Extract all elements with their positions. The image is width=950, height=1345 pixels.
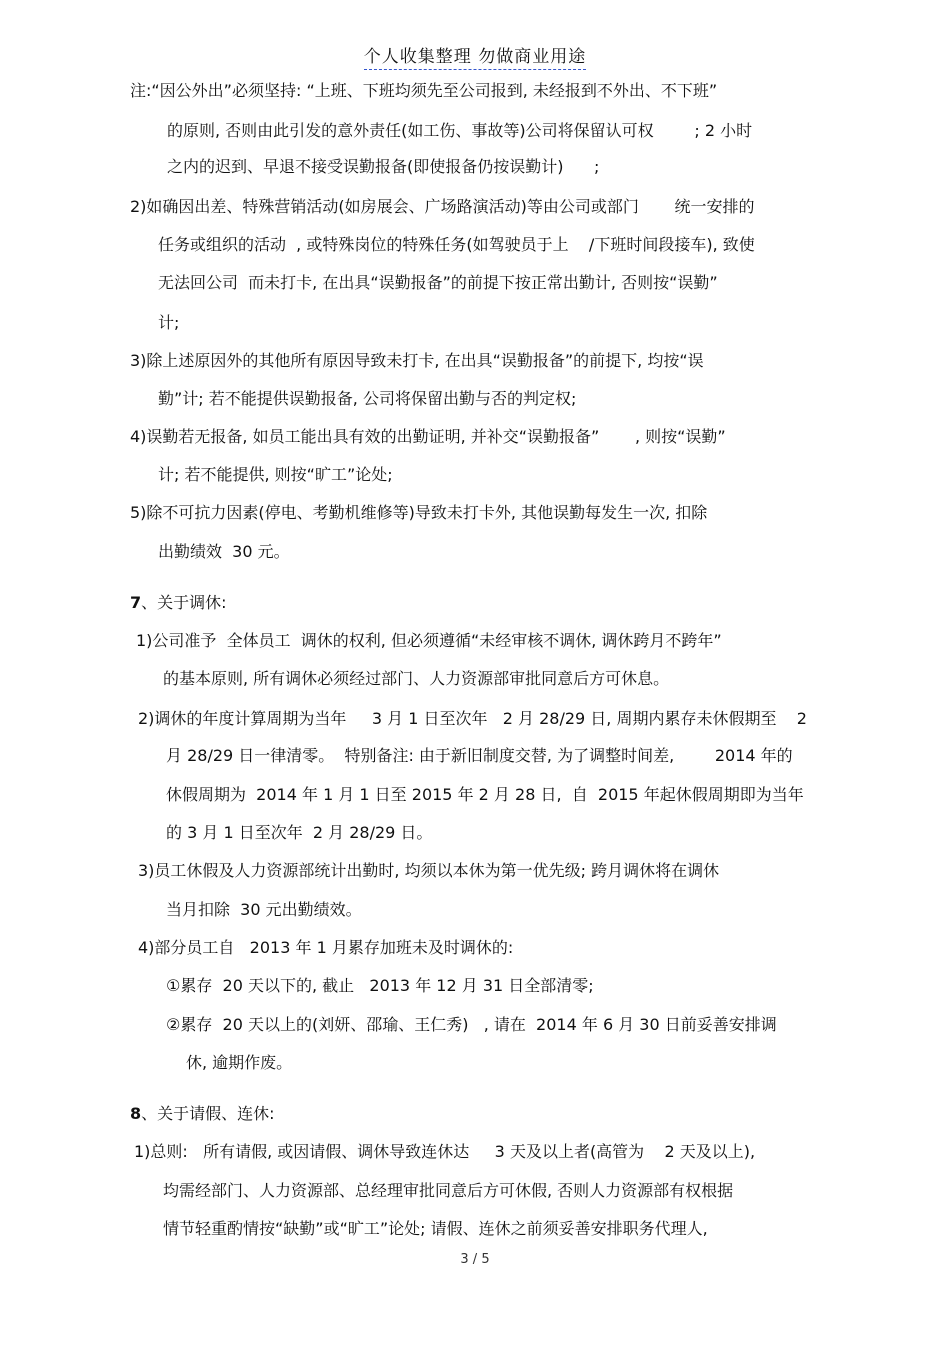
item-2-line-1: 2)如确因出差、特殊营销活动(如房展会、广场路演活动)等由公司或部门 统一安排的 [130, 197, 755, 216]
header-title: 个人收集整理 勿做商业用途 [364, 47, 586, 70]
note-line-3: 之内的迟到、早退不接受误勤报备(即使报备仍按误勤计) ; [167, 157, 600, 176]
item-5-line-1: 5)除不可抗力因素(停电、考勤机维修等)导致未打卡外, 其他误勤每发生一次, 扣除 [130, 503, 708, 522]
s7-item-2-line-4: 的 3 月 1 日至次年 2 月 28/29 日。 [166, 823, 433, 842]
section-8-title [130, 1103, 275, 1125]
s8-item-1-line-1: 1)总则: 所有请假, 或因请假、调休导致连休达 3 天及以上者(高管为 2 天及以上), [134, 1142, 756, 1161]
item-2-line-3: 无法回公司 而未打卡, 在出具“误勤报备”的前提下按正常出勤计, 否则按“误勤” [158, 273, 718, 292]
section-8-number: 8 [130, 1104, 142, 1123]
item-4-line-1: 4)误勤若无报备, 如员工能出具有效的出勤证明, 并补交“误勤报备” , 则按“误勤” [130, 427, 726, 446]
item-2-line-4: 计; [158, 313, 180, 332]
note-line-2: 的原则, 否则由此引发的意外责任(如工伤、事故等)公司将保留认可权 ; 2 小时 [167, 121, 753, 140]
s7-item-4-sub-b-line-2: 休, 逾期作废。 [186, 1053, 293, 1072]
item-3-line-1: 3)除上述原因外的其他所有原因导致未打卡, 在出具“误勤报备”的前提下, 均按“误 [130, 351, 704, 370]
s8-item-1-line-2: 均需经部门、人力资源部、总经理审批同意后方可休假, 否则人力资源部有权根据 [163, 1181, 734, 1200]
s7-item-2-line-2: 月 28/29 日一律清零。 特别备注: 由于新旧制度交替, 为了调整时间差, 2014 年的 [166, 746, 793, 765]
s7-item-4-sub-b-line-1: ②累存 20 天以上的(刘妍、邵瑜、王仁秀) , 请在 2014 年 6 月 30 日前妥善安排调 [166, 1015, 777, 1034]
item-2-line-2: 任务或组织的活动 , 或特殊岗位的特殊任务(如驾驶员于上 /下班时间段接车), 致使 [158, 235, 755, 254]
item-3-line-2: 勤”计; 若不能提供误勤报备, 公司将保留出勤与否的判定权; [158, 389, 577, 408]
s7-item-4-line-1: 4)部分员工自 2013 年 1 月累存加班未及时调休的: [138, 938, 514, 957]
page-number: 3 / 5 [460, 1252, 490, 1267]
s7-item-2-line-1: 2)调休的年度计算周期为当年 3 月 1 日至次年 2 月 28/29 日, 周期内累存未休假期至 2 [138, 709, 807, 728]
section-7-title-text: 、关于调休: [141, 593, 227, 612]
s7-item-1-line-1: 1)公司准予 全体员工 调休的权利, 但必须遵循“未经审核不调休, 调休跨月不跨年” [136, 631, 722, 650]
note-line-1: 注:“因公外出”必须坚持: “上班、下班均须先至公司报到, 未经报到不外出、不下班” [130, 81, 718, 100]
section-8-title-text: 、关于请假、连休: [141, 1104, 275, 1123]
s8-item-1-line-3: 情节轻重酌情按“缺勤”或“旷工”论处; 请假、连休之前须妥善安排职务代理人, [163, 1219, 708, 1238]
s7-item-3-line-2: 当月扣除 30 元出勤绩效。 [166, 900, 362, 919]
section-7-title [130, 592, 227, 614]
item-5-line-2: 出勤绩效 30 元。 [158, 542, 290, 561]
s7-item-4-sub-a: ①累存 20 天以下的, 截止 2013 年 12 月 31 日全部清零; [166, 976, 594, 995]
section-7-number: 7 [130, 593, 142, 612]
s7-item-1-line-2: 的基本原则, 所有调休必须经过部门、人力资源部审批同意后方可休息。 [163, 669, 670, 688]
s7-item-3-line-1: 3)员工休假及人力资源部统计出勤时, 均须以本休为第一优先级; 跨月调休将在调休 [138, 861, 720, 880]
item-4-line-2: 计; 若不能提供, 则按“旷工”论处; [158, 465, 393, 484]
s7-item-2-line-3: 休假周期为 2014 年 1 月 1 日至 2015 年 2 月 28 日, 自 2015 年起休假周期即为当年 [166, 785, 804, 804]
page-header [0, 42, 950, 67]
